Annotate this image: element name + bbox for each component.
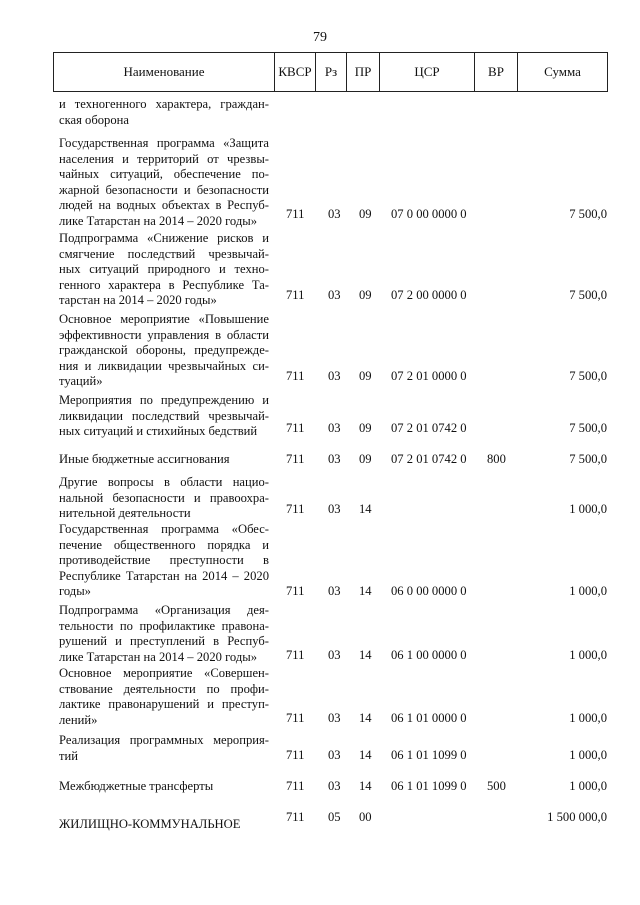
row-csr: 06 1 01 1099 0 [391,779,467,793]
row-rz: 03 [328,452,341,466]
row-pr: 09 [359,369,372,383]
row-kvsr: 711 [286,584,305,598]
row-rz: 03 [328,502,341,516]
row-rz: 03 [328,711,341,725]
row-sum: 1 000,0 [569,502,607,516]
row-sum: 7 500,0 [569,452,607,466]
row-pr: 14 [359,748,372,762]
row-rz: 05 [328,810,341,824]
row-name: Государственная программа «Защита населения и территорий от чрезвы-чайных ситуаций, обеспечение по-жарной безопасности и безопасности людей на водных объектах в Респуб-лике Татарстан на 2014 – 2020 годы» [59,136,269,228]
row-csr: 07 2 01 0742 0 [391,452,467,466]
row-kvsr: 711 [286,288,305,302]
row-kvsr: 711 [286,207,305,221]
row-kvsr: 711 [286,648,305,662]
row-kvsr: 711 [286,421,305,435]
row-pr: 09 [359,421,372,435]
row-kvsr: 711 [286,779,305,793]
row-rz: 03 [328,288,341,302]
row-name: Подпрограмма «Организация дея-тельности по профилактике правона-рушений и преступлений в Респуб-лике Татарстан на 2014 – 2020 годы» [59,603,269,664]
row-pr: 14 [359,779,372,793]
row-sum: 7 500,0 [569,207,607,221]
row-rz: 03 [328,779,341,793]
row-vr: 500 [487,779,506,793]
row-kvsr: 711 [286,502,305,516]
row-name: ЖИЛИЩНО-КОММУНАЛЬНОЕ [59,817,241,831]
row-rz: 03 [328,421,341,435]
row-csr: 06 0 00 0000 0 [391,584,467,598]
row-rz: 03 [328,207,341,221]
row-kvsr: 711 [286,748,305,762]
row-kvsr: 711 [286,810,305,824]
row-name: Государственная программа «Обес-печение общественного порядка и противодействие преступности в Республике Татарстан на 2014 – 2020 годы» [59,522,269,599]
row-sum: 1 000,0 [569,584,607,598]
row-pr: 14 [359,502,372,516]
page-number: 79 [313,30,327,45]
header-name: Наименование [54,53,275,92]
row-pr: 14 [359,648,372,662]
row-pr: 00 [359,810,372,824]
row-pr: 09 [359,288,372,302]
row-rz: 03 [328,648,341,662]
row-name: Основное мероприятие «Совершен-ствование деятельности по профи-лактике правонарушений и преступ-лений» [59,666,269,727]
row-csr: 06 1 01 0000 0 [391,711,467,725]
row-name: Реализация программных мероприя-тий [59,733,269,763]
header-kvsr: КВСР [275,53,316,92]
row-rz: 03 [328,369,341,383]
row-csr: 07 2 01 0742 0 [391,421,467,435]
header-vr: ВР [475,53,518,92]
header-pr: ПР [347,53,380,92]
row-sum: 7 500,0 [569,369,607,383]
row-pr: 09 [359,452,372,466]
row-kvsr: 711 [286,452,305,466]
row-rz: 03 [328,584,341,598]
row-name: Другие вопросы в области нацио-нальной безопасности и правоохра-нительной деятельности [59,475,269,521]
row-name: Мероприятия по предупреждению и ликвидации последствий чрезвычай-ных ситуаций и стихийных бедствий [59,393,269,439]
row-sum: 1 000,0 [569,711,607,725]
row-sum: 1 500 000,0 [547,810,607,824]
header-rz: Рз [316,53,347,92]
row-name: Межбюджетные трансферты [59,779,214,793]
row-name: Основное мероприятие «Повышение эффективности управления в области гражданской обороны, предупрежде-ния и ликвидации чрезвычайных си-туаций» [59,312,269,389]
row-kvsr: 711 [286,711,305,725]
row-sum: 1 000,0 [569,779,607,793]
row-csr: 07 2 00 0000 0 [391,288,467,302]
row-pr: 09 [359,207,372,221]
row-sum: 1 000,0 [569,748,607,762]
row-rz: 03 [328,748,341,762]
row-sum: 1 000,0 [569,648,607,662]
row-vr: 800 [487,452,506,466]
row-pr: 14 [359,711,372,725]
row-csr: 06 1 00 0000 0 [391,648,467,662]
row-kvsr: 711 [286,369,305,383]
row-name: Иные бюджетные ассигнования [59,452,230,466]
row-name: Подпрограмма «Снижение рисков и смягчение последствий чрезвычай-ных ситуаций природного и техно-генного характера в Республике Та-тарстан на 2014 – 2020 годы» [59,231,269,308]
row-sum: 7 500,0 [569,421,607,435]
row-sum: 7 500,0 [569,288,607,302]
row-csr: 07 2 01 0000 0 [391,369,467,383]
table-header [53,52,608,92]
header-csr: ЦСР [380,53,475,92]
row-csr: 06 1 01 1099 0 [391,748,467,762]
row-csr: 07 0 00 0000 0 [391,207,467,221]
row-name: и техногенного характера, граждан-ская оборона [59,97,269,127]
row-pr: 14 [359,584,372,598]
header-sum: Сумма [518,53,608,92]
